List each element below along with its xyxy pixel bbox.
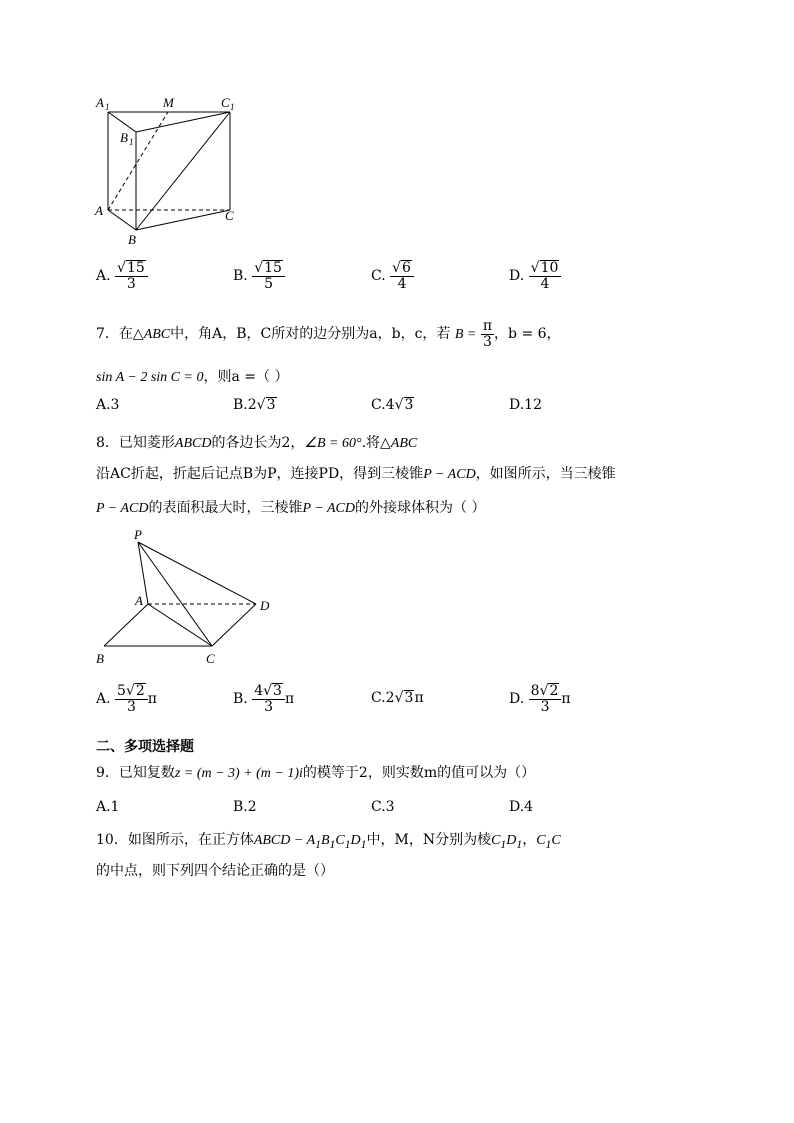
- q8-line3: P − ACD的表面积最大时，三棱锥P − ACD的外接球体积为（ ）: [96, 500, 486, 516]
- q10-line2: 的中点，则下列四个结论正确的是（）: [96, 863, 334, 879]
- q6-option-c[interactable]: C. $\frac{√6}{4}$: [371, 260, 414, 292]
- q7-line2: sin A − 2 sin C = 0，则a =（ ）: [96, 369, 289, 385]
- q8-line1: 8．已知菱形ABCD的各边长为2，∠B = 60°.将△ABC: [96, 435, 418, 451]
- label-b1-sub: 1: [129, 137, 134, 147]
- label-m: M: [163, 95, 174, 110]
- q9-text: 9．已知复数z = (m − 3) + (m − 1)i的模等于2，则实数m的值可以为（）: [96, 765, 536, 781]
- q6-option-b[interactable]: B. $\frac{√15}{5}$: [233, 260, 285, 292]
- q6-option-d[interactable]: D. $\frac{√10}{4}$: [509, 260, 561, 292]
- label-b: B: [128, 232, 136, 247]
- label-a1-sub: 1: [105, 102, 110, 112]
- q6-option-a[interactable]: A. $\frac{√15}{3}$: [96, 260, 148, 292]
- q7-line1: 7．在△ABC中，角A，B，C所对的边分别为a，b，c，若 B = $\frac{\pi}{3}$ ，b = 6，: [96, 318, 561, 350]
- label-b: B: [96, 651, 104, 666]
- q8-option-b[interactable]: B. $\frac{4√3}{3}$ π: [233, 683, 295, 716]
- label-c: C: [225, 208, 234, 223]
- q9-option-d[interactable]: D.4: [509, 799, 534, 815]
- q8-option-c[interactable]: C.2√3π: [371, 690, 424, 706]
- label-a1: A: [96, 95, 104, 110]
- q9-option-c[interactable]: C.3: [371, 799, 395, 815]
- label-a: A: [135, 593, 143, 608]
- q9-option-b[interactable]: B.2: [233, 799, 257, 815]
- label-d: D: [260, 598, 270, 613]
- label-p: P: [134, 527, 142, 542]
- label-a: A: [95, 203, 103, 218]
- q9-option-a[interactable]: A.1: [96, 799, 120, 815]
- q7-option-b[interactable]: B.2√3: [233, 397, 276, 413]
- section-heading: 二、多项选择题: [96, 739, 194, 755]
- label-c: C: [206, 651, 215, 666]
- q7-option-c[interactable]: C.4√3: [371, 397, 414, 413]
- pyramid-figure: [90, 526, 290, 671]
- q8-option-a[interactable]: A. $\frac{5√2}{3}$ π: [96, 683, 157, 716]
- label-b1: B: [120, 130, 128, 145]
- prism-figure: [90, 92, 250, 247]
- label-c1: C: [221, 95, 230, 110]
- q7-option-d[interactable]: D.12: [509, 397, 542, 413]
- label-c1-sub: 1: [230, 102, 235, 112]
- q8-line2: 沿AC折起，折起后记点B为P，连接PD，得到三棱锥P − ACD，如图所示，当三棱锥: [96, 466, 616, 482]
- q10-line1: 10．如图所示，在正方体ABCD − $A_1B_1C_1D_1$中，M，N分别为棱$C_1D_1$，$C_1C$: [96, 832, 561, 851]
- q8-option-d[interactable]: D. $\frac{8√2}{3}$ π: [509, 683, 571, 716]
- q7-option-a[interactable]: A.3: [96, 397, 120, 413]
